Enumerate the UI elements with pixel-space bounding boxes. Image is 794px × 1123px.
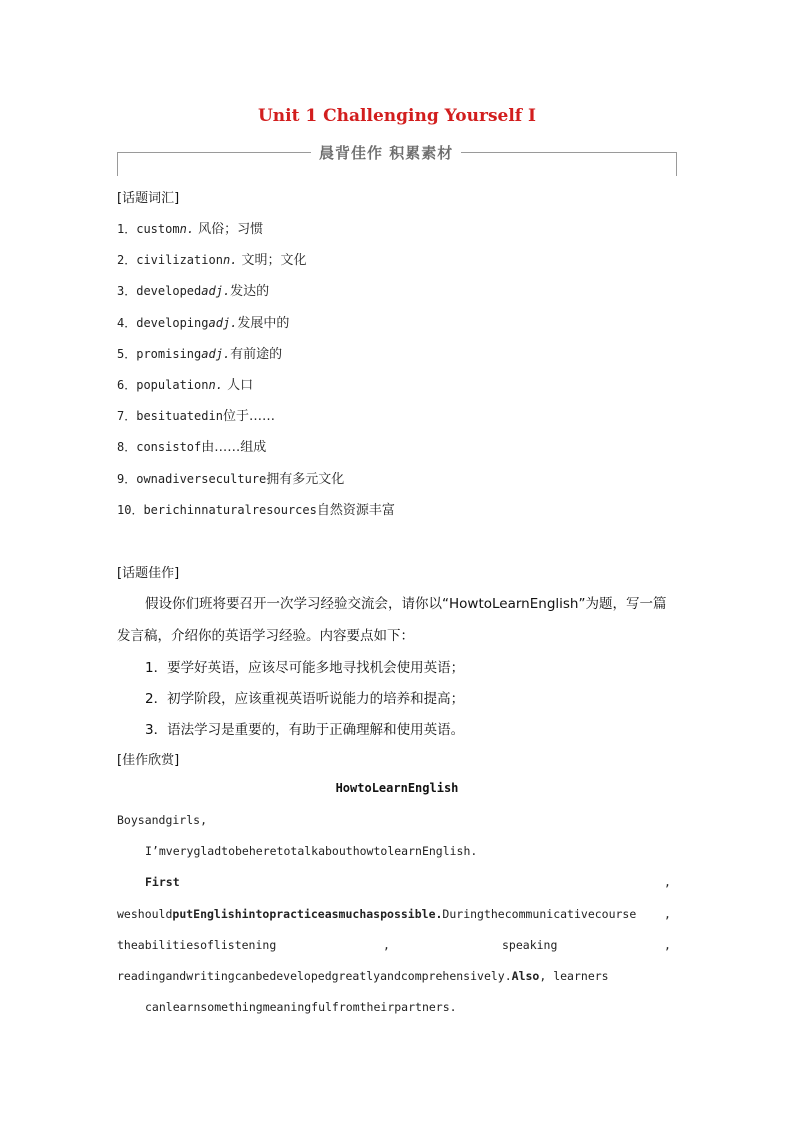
vocab-meaning: 文明；文化 bbox=[237, 253, 307, 269]
vocab-term: ownadiverseculture bbox=[136, 471, 267, 486]
vocab-term: besituatedin bbox=[136, 409, 223, 424]
essay-greeting: Boysandgirls, bbox=[117, 813, 208, 827]
vocab-term: promising bbox=[136, 346, 202, 361]
essay-line: canlearnsomethingmeaningfulfromtheirpartners. bbox=[145, 1000, 457, 1014]
essay-text: weshould bbox=[117, 907, 173, 921]
vocab-pos: adj. bbox=[208, 315, 238, 330]
banner-label: 晨背佳作 积累素材 bbox=[311, 142, 461, 163]
banner-right-bracket bbox=[676, 152, 677, 176]
vocab-number: 2． bbox=[117, 253, 137, 268]
vocab-meaning: 由……组成 bbox=[201, 440, 267, 456]
appreciation-heading: [佳作欣赏] bbox=[117, 753, 180, 768]
vocab-pos: adj. bbox=[201, 346, 231, 361]
vocab-term: berichinnaturalresources bbox=[143, 502, 317, 517]
essay-comma: , bbox=[664, 938, 671, 952]
essay-bold-word: Also bbox=[511, 969, 540, 983]
essay-text: speaking bbox=[502, 938, 558, 952]
vocab-item bbox=[117, 249, 307, 268]
vocab-item bbox=[117, 374, 253, 393]
vocab-item bbox=[117, 405, 275, 424]
essay-comma: , bbox=[383, 938, 390, 952]
writing-heading: [话题佳作] bbox=[117, 566, 180, 581]
vocab-item bbox=[117, 436, 266, 455]
vocab-term: civilization bbox=[136, 253, 223, 268]
point-item: 1．要学好英语，应该尽可能多地寻找机会使用英语； bbox=[145, 660, 465, 676]
vocab-item bbox=[117, 499, 395, 518]
vocab-number: 8． bbox=[117, 440, 137, 455]
essay-comma: , bbox=[664, 907, 671, 921]
vocab-meaning: 风俗；习惯 bbox=[194, 222, 264, 237]
vocab-heading: [话题词汇] bbox=[117, 191, 180, 206]
vocab-meaning: 位于…… bbox=[222, 409, 275, 425]
essay-text: Duringthecommunicativecourse bbox=[442, 907, 637, 921]
essay-title: HowtoLearnEnglish bbox=[335, 781, 459, 795]
essay-line: I’mverygladtobeheretotalkabouthowtolearnEnglish. bbox=[145, 844, 478, 858]
vocab-pos: n. bbox=[179, 222, 195, 236]
point-item: 3．语法学习是重要的，有助于正确理解和使用英语。 bbox=[145, 722, 465, 738]
vocab-term: developed bbox=[136, 284, 202, 299]
vocab-pos: n. bbox=[222, 253, 238, 268]
vocab-term: population bbox=[136, 378, 209, 392]
point-item: 2．初学阶段，应该重视英语听说能力的培养和提高； bbox=[145, 691, 465, 707]
vocab-item bbox=[117, 218, 263, 237]
essay-bold-phrase: putEnglishintopracticeasmuchaspossible. bbox=[172, 907, 443, 921]
page-title: Unit 1 Challenging Yourself Ⅰ bbox=[257, 106, 536, 126]
vocab-number: 1． bbox=[117, 222, 137, 236]
essay-line bbox=[117, 907, 677, 921]
vocab-meaning: 有前途的 bbox=[230, 346, 283, 362]
vocab-number: 10． bbox=[117, 502, 144, 517]
vocab-number: 3． bbox=[117, 284, 137, 299]
vocab-number: 4． bbox=[117, 315, 137, 330]
vocab-number: 9． bbox=[117, 471, 137, 486]
vocab-item bbox=[117, 343, 282, 362]
vocab-meaning: 发达的 bbox=[230, 284, 270, 300]
vocab-number: 5． bbox=[117, 346, 137, 361]
vocab-item bbox=[117, 468, 344, 487]
essay-text: , learners bbox=[539, 969, 609, 983]
vocab-term: custom bbox=[136, 222, 180, 236]
prompt-line-2: 发言稿，介绍你的英语学习经验。内容要点如下： bbox=[117, 628, 414, 644]
vocab-meaning: 发展中的 bbox=[237, 315, 290, 331]
banner-left-bracket bbox=[117, 152, 118, 176]
vocab-item bbox=[117, 280, 269, 299]
vocab-meaning: 人口 bbox=[222, 378, 254, 393]
vocab-pos: n. bbox=[208, 378, 223, 392]
vocab-pos: adj. bbox=[201, 284, 231, 299]
essay-text: readingandwritingcanbedevelopedgreatlyandcomprehensively. bbox=[117, 969, 512, 983]
essay-first-word: First bbox=[145, 875, 180, 889]
vocab-item bbox=[117, 312, 289, 331]
essay-line bbox=[117, 969, 609, 983]
vocab-term: consistof bbox=[136, 440, 202, 455]
essay-comma: , bbox=[664, 875, 671, 889]
essay-text: theabilitiesoflistening bbox=[117, 938, 277, 952]
vocab-term: developing bbox=[136, 315, 209, 330]
prompt-line-1: 假设你们班将要召开一次学习经验交流会，请你以“HowtoLearnEnglish”为题，写一篇 bbox=[145, 596, 667, 612]
vocab-meaning: 自然资源丰富 bbox=[316, 502, 395, 518]
section-banner bbox=[117, 146, 677, 178]
vocab-number: 6． bbox=[117, 378, 137, 392]
vocab-number: 7． bbox=[117, 409, 137, 424]
vocab-meaning: 拥有多元文化 bbox=[266, 471, 345, 487]
